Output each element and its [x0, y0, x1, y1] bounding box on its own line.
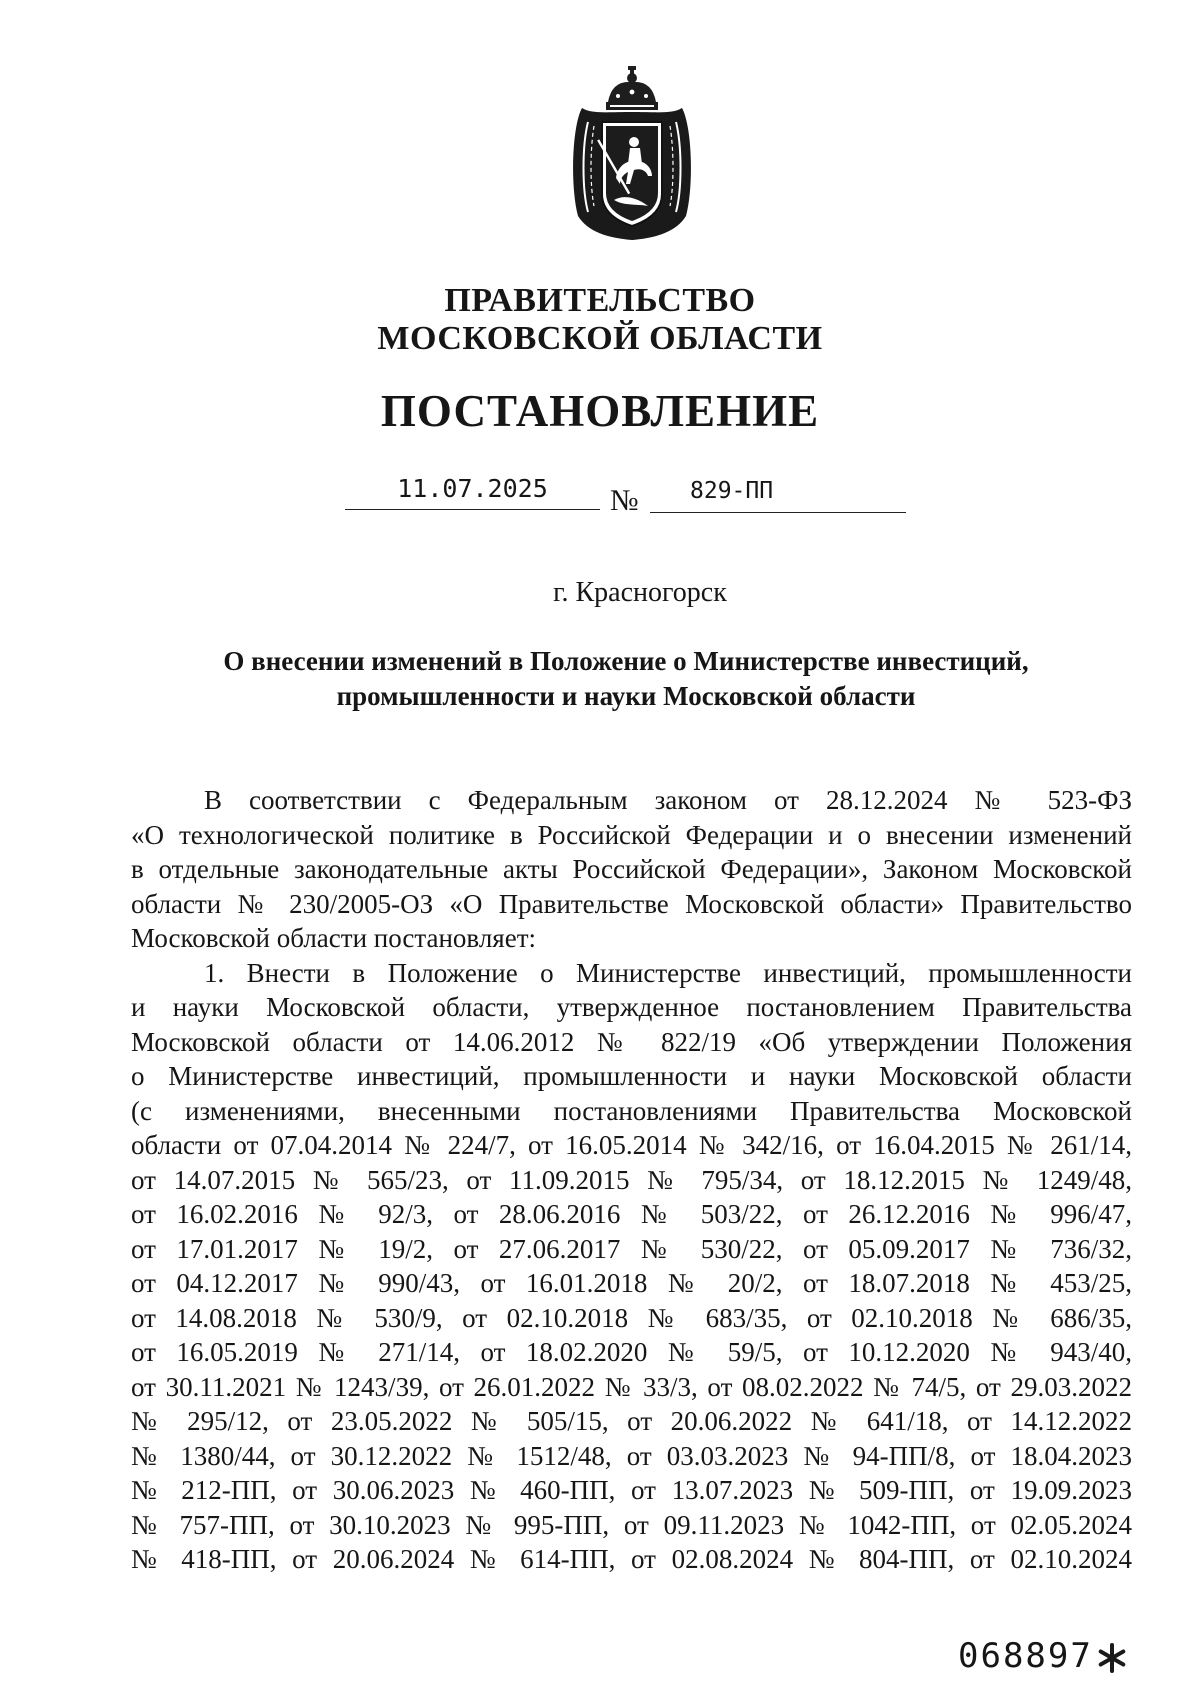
city: г. Красногорск	[553, 577, 727, 608]
body-line: и науки Московской области, утвержденное постановлением Правительства	[131, 992, 1132, 1022]
body-line: от 14.07.2015 № 565/23, от 11.09.2015 № 795/34, от 18.12.2015 № 1249/48,	[131, 1164, 1132, 1195]
body-line: В соответствии с Федеральным законом от 28.12.2024 № 523-ФЗ	[204, 785, 1132, 815]
body-line: от 16.02.2016 № 92/3, от 28.06.2016 № 503/22, от 26.12.2016 № 996/47,	[131, 1199, 1132, 1229]
body-line: № 212-ПП, от 30.06.2023 № 460-ПП, от 13.07.2023 № 509-ПП, от 19.09.2023	[131, 1475, 1132, 1505]
body-line: от 14.08.2018 № 530/9, от 02.10.2018 № 683/35, от 02.10.2018 № 686/35,	[131, 1302, 1132, 1333]
body-line: области от 07.04.2014 № 224/7, от 16.05.2014 № 342/16, от 16.04.2015 № 261/14,	[131, 1130, 1132, 1160]
form-serial-number: 068897	[958, 1636, 1093, 1676]
body-line: № 418-ПП, от 20.06.2024 № 614-ПП, от 02.08.2024 № 804-ПП, от 02.10.2024	[131, 1544, 1132, 1574]
body-line: (с изменениями, внесенными постановлениями Правительства Московской	[131, 1095, 1132, 1126]
body-line: № 1380/44, от 30.12.2022 № 1512/48, от 03.03.2023 № 94-ПП/8, от 18.04.2023	[131, 1440, 1132, 1471]
body-line: № 757-ПП, от 30.10.2023 № 995-ПП, от 09.11.2023 № 1042-ПП, от 02.05.2024	[131, 1509, 1132, 1540]
body-line: от 30.11.2021 № 1243/39, от 26.01.2022 № 33/3, от 08.02.2022 № 74/5, от 29.03.2022	[131, 1371, 1132, 1402]
document-number: 829-ПП	[650, 478, 906, 513]
document-title-line-2: промышленности и науки Московской области	[336, 681, 916, 711]
body-line: 1. Внести в Положение о Министерстве инвестиций, промышленности	[204, 957, 1132, 988]
org-name-line-2: МОСКОВСКОЙ ОБЛАСТИ	[377, 320, 823, 357]
body-line: Московской области постановляет:	[131, 923, 536, 953]
body-line: Московской области от 14.06.2012 № 822/19 «Об утверждении Положения	[131, 1026, 1132, 1057]
document-title-line-1: О внесении изменений в Положение о Министерстве инвестиций,	[223, 646, 1029, 676]
document-type: ПОСТАНОВЛЕНИЕ	[380, 386, 820, 436]
body-line: области № 230/2005-ОЗ «О Правительстве Московской области» Правительство	[131, 888, 1132, 919]
body-line: «О технологической политике в Российской Федерации и о внесении изменений	[131, 819, 1132, 850]
body-line: от 17.01.2017 № 19/2, от 27.06.2017 № 530/22, от 05.09.2017 № 736/32,	[131, 1233, 1132, 1264]
body-line: от 04.12.2017 № 990/43, от 16.01.2018 № 20/2, от 18.07.2018 № 453/25,	[131, 1268, 1132, 1298]
body-line: в отдельные законодательные акты Российской Федерации», Законом Московской	[131, 854, 1132, 884]
body-line: о Министерстве инвестиций, промышленности и науки Московской области	[131, 1061, 1132, 1091]
coat-of-arms-icon	[568, 66, 696, 242]
asterisk-icon	[1096, 1642, 1128, 1674]
body-line: от 16.05.2019 № 271/14, от 18.02.2020 № 59/5, от 10.12.2020 № 943/40,	[131, 1337, 1132, 1367]
number-sign: №	[610, 484, 639, 517]
body-line: № 295/12, от 23.05.2022 № 505/15, от 20.06.2022 № 641/18, от 14.12.2022	[131, 1406, 1132, 1436]
body-text	[131, 783, 1132, 1577]
document-date: 11.07.2025	[345, 474, 600, 510]
org-name-line-1: ПРАВИТЕЛЬСТВО	[444, 282, 756, 319]
